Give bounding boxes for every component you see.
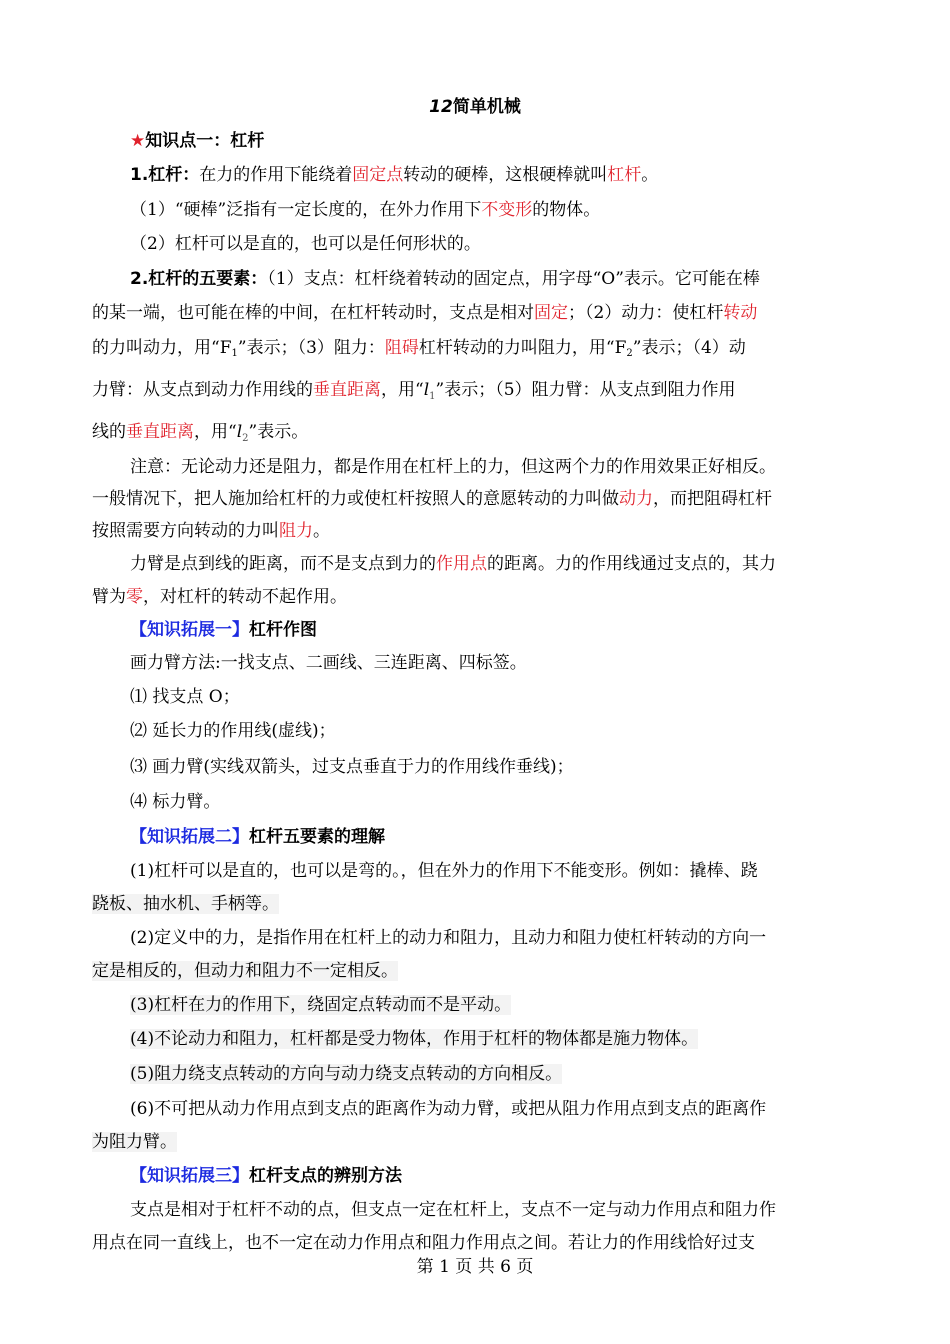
arm-symbol: l	[423, 380, 430, 400]
arm-line-2: 臂为零，对杠杆的转动不起作用。	[92, 587, 347, 607]
extension-3-line-1: 支点是相对于杠杆不动的点，但支点一定在杠杆上，支点不一定与动力作用点和阻力作	[130, 1200, 776, 1220]
attention-line-2: 一般情况下，把人施加给杠杆的力或使杠杆按照人的意愿转动的力叫做动力，而把阻碍杠杆	[92, 489, 772, 509]
page-footer: 第 1 页 共 6 页	[416, 1257, 534, 1277]
five-elements-line-4: 力臂：从支点到动力作用线的垂直距离，用“$l_1$”表示；（5）阻力臂：从支点到阻力作用	[92, 380, 736, 402]
extension-2-item: (3)杠杆在力的作用下，绕固定点转动而不是平动。	[130, 995, 512, 1015]
extension-2-item: 跷板、抽水机、手柄等。	[92, 894, 279, 914]
attention-line-1: 注意：无论动力还是阻力，都是作用在杠杆上的力，但这两个力的作用效果正好相反。	[130, 457, 776, 477]
arm-symbol: l	[236, 422, 243, 442]
extension-3-line-2: 用点在同一直线上，也不一定在动力作用点和阻力作用点之间。若让力的作用线恰好过支	[92, 1233, 755, 1253]
five-elements-line-1: 2.杠杆的五要素：（1）支点：杠杆绕着转动的固定点，用字母“O”表示。它可能在棒	[130, 269, 760, 289]
extension-2-item: 定是相反的，但动力和阻力不一定相反。	[92, 961, 398, 981]
star-icon: ★	[130, 131, 146, 151]
step-item: ⑴ 找支点 O；	[130, 687, 240, 707]
extension-2-item: (6)不可把从动力作用点到支点的距离作为动力臂，或把从阻力作用点到支点的距离作	[130, 1099, 767, 1119]
extension-2-heading: 【知识拓展二】杠杆五要素的理解	[130, 827, 385, 847]
five-elements-line-3: 的力叫动力，用“$F_1$”表示；（3）阻力：阻碍杠杆转动的力叫阻力，用“$F_2$”表示；（4）动	[92, 338, 746, 359]
note-1: （1）“硬棒”泛指有一定长度的，在外力作用下不变形的物体。	[130, 200, 601, 220]
extension-2-item: 为阻力臂。	[92, 1132, 177, 1152]
extension-2-item: (4)不论动力和阻力，杠杆都是受力物体，作用于杠杆的物体都是施力物体。	[130, 1029, 699, 1049]
lever-definition: 1.杠杆：在力的作用下能绕着固定点转动的硬棒，这根硬棒就叫杠杆。	[130, 165, 659, 185]
step-item: ⑵ 延长力的作用线(虚线)；	[130, 721, 336, 741]
five-elements-line-5: 线的垂直距离，用“$l_2$”表示。	[92, 422, 309, 444]
extension-2-item: (2)定义中的力，是指作用在杠杆上的动力和阻力，且动力和阻力使杠杆转动的方向一	[130, 928, 767, 948]
attention-line-3: 按照需要方向转动的力叫阻力。	[92, 521, 330, 541]
page-title: 12简单机械	[429, 97, 521, 117]
five-elements-line-2: 的某一端，也可能在棒的中间，在杠杆转动时，支点是相对固定；（2）动力：使杠杆转动	[92, 303, 758, 323]
extension-2-item: (1)杠杆可以是直的，也可以是弯的。，但在外力的作用下不能变形。例如：撬棒、跷	[130, 861, 758, 881]
extension-1-heading: 【知识拓展一】杠杆作图	[130, 620, 317, 640]
step-item: ⑶ 画力臂(实线双箭头，过支点垂直于力的作用线作垂线)；	[130, 757, 574, 777]
extension-2-item: (5)阻力绕支点转动的方向与动力绕支点转动的方向相反。	[130, 1064, 563, 1084]
note-2: （2）杠杆可以是直的，也可以是任何形状的。	[130, 234, 481, 254]
extension-1-intro: 画力臂方法:一找支点、二画线、三连距离、四标签。	[130, 653, 527, 673]
knowledge-point-heading: ★知识点一：杠杆	[130, 131, 265, 151]
arm-line-1: 力臂是点到线的距离，而不是支点到力的作用点的距离。力的作用线通过支点的，其力	[130, 554, 776, 574]
step-item: ⑷ 标力臂。	[130, 792, 221, 812]
extension-3-heading: 【知识拓展三】杠杆支点的辨别方法	[130, 1166, 402, 1186]
